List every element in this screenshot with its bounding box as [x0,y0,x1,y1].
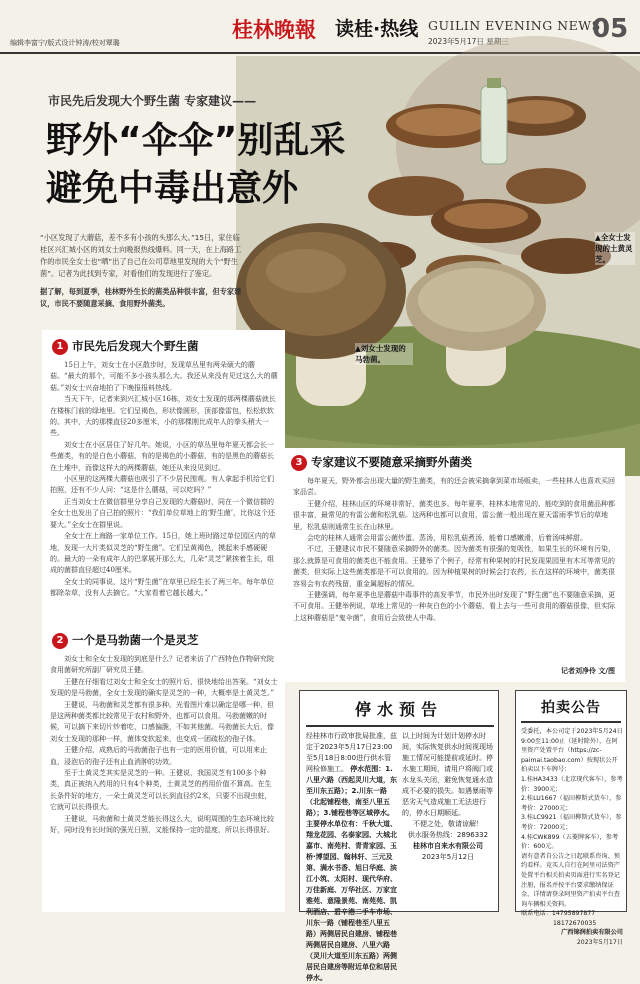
headline-kicker: 市民先后发现大个野生菌 专家建议—— [48,94,257,108]
section-2-paragraph: 王健说，马勃菌和灵芝都有很多种。光看图片难以确定是哪一种，但是这两种菌类都比较常见于农村和野外，也都可以食用。马勃菌嫩的时候，可以摘下来切片炒着吃，口感偏脆，不如其他菌。马勃菌长大后，像刘女士发现的那种一样，菌体变软起来，也变成一团疏松的孢子体。 [50,700,274,743]
english-name: GUILIN EVENING NEWS [428,18,601,33]
column-title: 读桂·热线 [335,18,419,40]
headline-line-1: 野外“伞伞”别乱采 [46,120,346,161]
lead-paragraph-2: 据了解，每到夏季，桂林野外生长的菌类品种很丰富，但专家建议，市民不要随意采摘、食用野外菌类。 [40,287,242,308]
auction-notice [515,690,627,947]
issue-date: 2023年5月17日 星期三 [428,37,509,46]
auction-contact-2: 18172670035 [553,919,597,927]
page-number: 05 [592,14,629,44]
byline: 记者刘净伶 文/图 [561,667,615,675]
section-1-title: 市民先后发现大个野生菌 [72,339,199,353]
water-apology: 不便之处，敬请谅解！ [413,820,483,828]
auction-note: 请有意者自公告之日起联系咨询、预约看样。竞买人自行在阿里司法资产处置平台相关拍卖页面进行实名登记注册，报名并按平台要求缴纳保证金，详情请登录阿里资产拍卖平台查询车辆相关资料。 [521,852,620,908]
lingzhi-caption: ▲全女士发现的土黄灵芝。 [595,232,635,265]
auction-item: 3.桂LC9921（福田柳斯式货车），参考价：72000元； [521,814,622,831]
water-stop-notice [299,690,499,982]
section-3-heading [291,454,472,471]
section-1-number: 1 [52,339,68,355]
section-1-paragraph: 当天下午，记者来到兴汇城小区16栋，刘女士发现的那两棵蘑菇就长在楼栋门前的绿地里。它们呈褐色，形状像圆形，顶部像雷包，松松软软的。其中，大的那棵直径20多厘米，小的那棵刚比成年人的拳头稍大一些。 [50,395,276,438]
water-date: 2023年5月12日 [421,853,475,861]
section-1-paragraph: 15日上午，刘女士在小区散步时，发现草丛里有两朵硕大的蘑菇。“最大的那个，可能不多小孩头那么大。我还从来没有见过这么大的蘑菇。”刘女士兴奋地拍了下晚报报料热线。 [50,361,278,392]
mushroom-caption: ▲刘女士发现的马勃菌。 [355,343,413,365]
auction-intro: 受委托，本公司定于2023年5月24日9:00至11:00止（延时除外），在阿里资产处置平台（https://zc-paimai.taobao.com）按现状公开拍卖以下车牌号： [521,728,623,774]
section-3-body [293,476,617,660]
section-1-heading [52,338,199,355]
section-2-paragraph: 刘女士和全女士发现的到底是什么？记者来访了广西特色作物研究院食用菌研究所副厂研究员王健。 [50,655,274,675]
section-1-paragraph: 全女士的同事说，这片“野生菌”在草里已经生长了两三年。每年单位都除杂草，没有人去摘它。“大家看着它越长越大。” [50,577,275,598]
section-1-body [50,360,278,626]
section-2-number: 2 [52,633,68,649]
section-3-number: 3 [291,455,307,471]
editor-credits: 编辑李富宁/版式设计钟涛/校对覃璐 [10,39,120,47]
lead-paragraph-1: “小区发现了大蘑菇，差不多有小孩的头那么大。”15日，家住临桂区兴汇城小区的刘女士向晚报热线爆料。同一天，在上海路工作的市民全女士也“晒”出了自己在公司草地里发现的大个“野生菌”。记者为此找到专家，对看他们的发现进行了鉴定。 [40,233,242,278]
left-column [42,330,285,912]
section-1-paragraph: 小区里的这两棵大蘑菇也吸引了不少居民围观。有人拿起手机给它们拍照，还有不少人问：“这是什么蘑菇，可以吃吗？” [50,475,274,495]
auction-title: 拍卖公告 [541,700,601,716]
water-affected: 主要停水单位有：千秋大道、翔龙花园、名泰家园、大城北嘉市、南苑村、青青家园、玉桥·博望园、翰林轩、三元及第、满水书香、旭日华庭、滨江小筑、太阳村、现代华府、万佳新庭、万华社区、万家宜雅苑、意隆景苑、南苑苑、凯利酒店、碧辛港二手车市场、川东一路（铺程巷至八里五路）两侧居民自建房、铺程巷两侧居民自建房、八里六路（灵川大道至川东五路）两侧居民自建房等附近单位和居民停水。 [306,820,397,982]
water-notice-tail: 以上时间为计划计划停水时间，实际恢复供水时间视现场施工情况可能提前或延时。停水施工期间，请用户将阀门或水龙头关闭，避免恢复通水造成不必要的损失。如遇暴雨等恶劣天气造成施工无法进行的，停水日期顺延。 [402,732,493,817]
section-3-paragraph: 王健强调，每年夏季也是蘑菇中毒事件的高发季节，市民外出时发现了“野生菌”也不要随意采摘，更不可食用。王健举例说，草地上常见的一种灰白色的小个蘑菇，看上去与一些可食用的蘑菇很像，但实际上这种蘑菇是“鬼伞菌”，食用后会致使人中毒。 [293,591,616,622]
water-bottle [481,86,507,164]
section-3-paragraph: 每年夏天，野外都会出现大量的野生菌类，有的还会被采摘拿到菜市场贩卖，一些桂林人也喜欢买回家品尝。 [293,477,615,497]
section-3-paragraph: 王健介绍，桂林山区的环境非常好，菌类也多。每年夏季，桂林本地常见的、能吃到的食用菌品种都很丰富，最常见的有雷公菌和松乳菇。这两种也都可以食用，雷公菌一般出现在夏天雷雨季节后的草地里，松乳菇则通常生长在山林里。 [293,499,615,531]
section-3-paragraph: 会吃的桂林人通常会用雷公菌炒蛋、蒸汤，用松乳菇煮汤，能着口感嫩滑，后着汤味鲜甜。 [307,534,587,543]
section-2-paragraph: 王健介绍，成熟后的马勃菌孢子也有一定的医用价值，可以用来止血，浸泡后的孢子还有止血消肿的功效。 [50,746,267,766]
section-2-paragraph: 王健说，马勃菌和土黄灵芝能长得这么大，说明周围的生态环境比较好，同时没有长时间的强光日照，又能保持一定的湿度，所以长得很好。 [50,814,274,835]
section-2-body [50,654,278,906]
auction-item: 4.桂CWK899（五菱牌客车），参考价：600元。 [521,833,619,851]
section-2-title: 一个是马勃菌一个是灵芝 [72,633,199,647]
section-1-paragraph: 刘女士在小区居住了好几年。她说，小区的草丛里每年夏天都会长一些菌类，有的是白色小蘑菇，有的是褐色的小蘑菇，有的是黑色的蘑菇长在土堆中，而像这样大的两棵蘑菇，她还从来没见到过。 [50,440,274,472]
section-2-paragraph: 至于土黄灵芝其实是灵芝的一种。王健说，我国灵芝有100多个种类，真正被纳入药用的只有4个种类，土黄灵芝的药用价值不算高。在生长条件好的地方，一朵土黄灵芝可以长到直径约2米，只要不出现虫蛀，它就可以长得很大。 [50,769,272,812]
headline-line-2: 避免中毒出意外 [46,168,299,209]
section-2-paragraph: 王健在仔细看过刘女士和全女士的照片后，很快地给出答案。“刘女士发现的是马勃菌，全女士发现的确实是灵芝的一种，大概率是土黄灵芝。” [50,677,278,698]
auction-date: 2023年5月17日 [576,939,623,947]
water-issuer: 桂林市自来水有限公司 [413,842,483,850]
auction-contact: 联系电话：14795897877 [521,910,596,918]
newspaper-logo: 桂林晚報 [232,17,316,42]
section-3-title: 专家建议不要随意采摘野外菌类 [311,455,472,469]
water-scope-label: 停水范围： [350,765,386,773]
auction-body [521,727,623,948]
water-notice-rule [306,725,494,727]
water-notice-body: 经桂林市行政审批局批准，兹定于2023年5月17日23:00至5月18日8:00进行供水管网检修施工。 [306,732,397,773]
water-scope: 1.八里六路（西起灵川大道，东至川东五路）；2.川东一路（北起铺程巷，南至八里五路）；3.铺程巷等区域停水。 [306,765,397,817]
water-notice-right [402,731,494,907]
section-3-box [285,448,625,682]
auction-issuer: 广西锦润拍卖有限公司 [561,929,623,937]
water-notice-left [306,731,398,982]
section-3-paragraph: 不过，王健建议市民不要随意采摘野外的菌类。因为菌类有很强的复吸性，如果生长的环境有污染，那么就算是可食用的菌类也不能食用。王健举了个例子，经常有种果树的村民发现果园里有木耳等常见的菌类，但实际上这些菌类都是不可以食用的。因为种植果树的时候会打农药，长在这样的环境中，菌类很容易会有农药残留，重金属超标的情况。 [293,545,615,588]
water-notice-title: 停水预告 [354,700,443,719]
section-2-heading [52,632,199,649]
auction-item: 2.桂LU1667（福田柳斯式货车），参考价：27000元； [521,795,622,812]
section-1-paragraph: 正当刘女士在微信群里分享自己发现的大蘑菇时，同在一个微信群的全女士也发出了自己拍的照片：“我们单位草地上的‘野生菌’，比你这个还要大。”全女士在群里说。 [50,497,276,529]
auction-rule [521,721,621,723]
auction-item: 1.桂HA3433（北京现代客车），参考价：3900元； [521,775,623,793]
section-1-paragraph: 全女士在上海路一家单位工作。15日，她上班时路过单位园区内的草地，发现一大片类似灵芝的“野生菌”。它们呈黄褐色，摸起来手感硬硬的。最大的一朵有成年人的巴掌展开那么大，几朵“灵芝”紧挨着生长，组成的菌群直径超过40厘米。 [50,532,276,575]
water-hotline: 供水服务热线：2896332 [407,831,489,839]
